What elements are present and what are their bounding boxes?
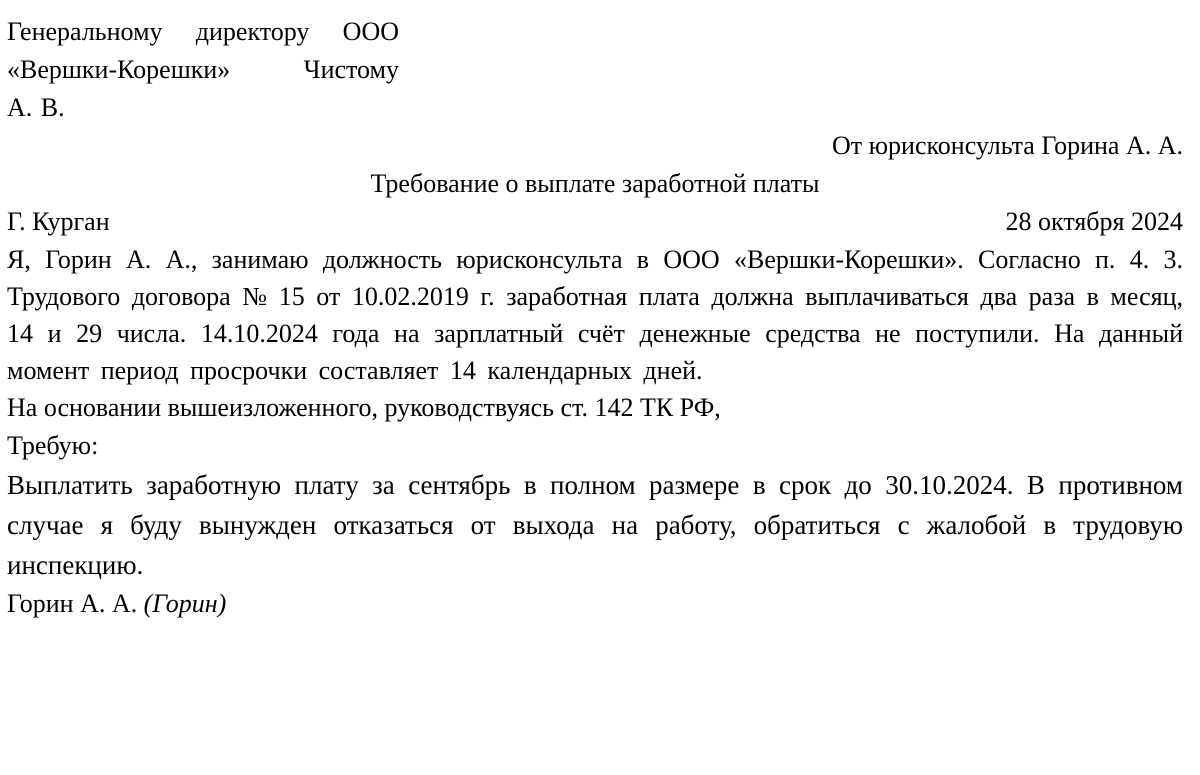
body-paragraph: Я, Горин А. А., занимаю должность юрисконсульта в ООО «Вершки-Корешки». Согласно п. 4. 3. Трудового договора № 15 от 10.02.2019 г. заработная плата должна выплачиваться два раза в месяц, 14 и 29 числа. 14.10.2024 года на зарплатный счёт денежные средства не поступили. На данный момент период просрочки составляет 14 календарных дней.: [7, 245, 1183, 385]
date-label: 28 октября 2024: [1005, 207, 1183, 236]
legal-basis-line: На основании вышеизложенного, руководствуясь ст. 142 ТК РФ,: [7, 393, 721, 422]
signature-transcript: (Горин): [143, 589, 227, 618]
signature-name: Горин А. А.: [7, 589, 144, 618]
city-label: Г. Курган: [7, 207, 110, 236]
recipient-block: Генеральному директору ООО «Вершки-Корешки» Чистому А. В.: [7, 17, 399, 122]
city-date-row: [7, 203, 1183, 241]
signature-line: [7, 585, 1183, 623]
document-title: Требование о выплате заработной платы: [370, 169, 820, 198]
demand-paragraph: Выплатить заработную плату за сентябрь в полном размере в срок до 30.10.2024. В противном случае я буду вынужден отказаться от выхода на работу, обратиться с жалобой в трудовую инспекцию.: [7, 470, 1183, 580]
from-line: От юрисконсульта Горина А. А.: [831, 131, 1183, 160]
demand-label: Требую:: [7, 431, 99, 460]
